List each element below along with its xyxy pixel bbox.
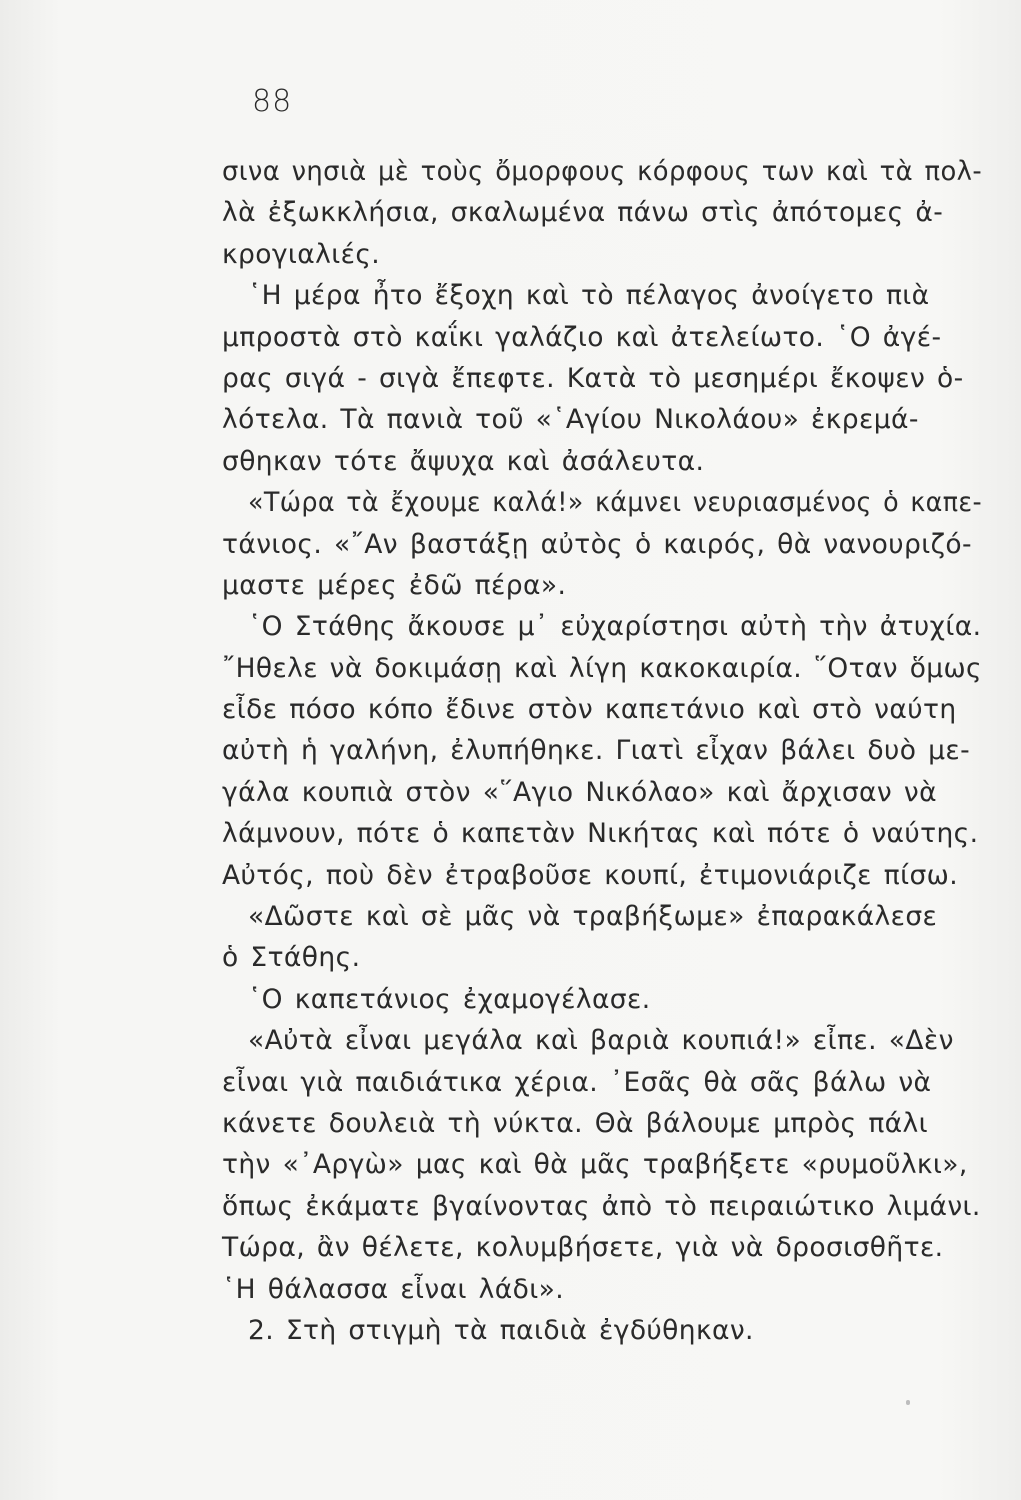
text-line: αὐτὴ ἡ γαλήνη, ἐλυπήθηκε. Γιατὶ εἶχαν βάλει δυὸ με- bbox=[222, 735, 971, 767]
text-line: ὅπως ἐκάματε βγαίνοντας ἀπὸ τὸ πειραιώτικο λιμάνι. bbox=[222, 1190, 981, 1222]
text-line: ῾Ο καπετάνιος ἐχαμογέλασε. bbox=[248, 983, 651, 1015]
text-line: τὴν «᾿Αργὼ» μας καὶ θὰ μᾶς τραβήξετε «ρυμοῦλκι», bbox=[222, 1149, 968, 1181]
text-line: ῾Ο Στάθης ἄκουσε μ᾿ εὐχαρίστησι αὐτὴ τὴν ἀτυχία. bbox=[248, 611, 982, 643]
body-text bbox=[222, 151, 982, 1351]
text-line: τάνιος. «῎Αν βαστάξῃ αὐτὸς ὁ καιρός, θὰ νανουριζό- bbox=[222, 528, 972, 560]
text-line: εἶναι γιὰ παιδιάτικα χέρια. ᾿Εσᾶς θὰ σᾶς βάλω νὰ bbox=[222, 1066, 932, 1098]
text-line: Τώρα, ἂν θέλετε, κολυμβήσετε, γιὰ νὰ δροσισθῆτε. bbox=[222, 1232, 944, 1264]
text-line: «Αὐτὰ εἶναι μεγάλα καὶ βαριὰ κουπιά!» εἶπε. «Δὲν bbox=[248, 1025, 954, 1057]
text-line: σθηκαν τότε ἄψυχα καὶ ἀσάλευτα. bbox=[222, 445, 705, 477]
text-line: λότελα. Τὰ πανιὰ τοῦ «῾Αγίου Νικολάου» ἐκρεμά- bbox=[222, 404, 919, 436]
text-line: «Δῶστε καὶ σὲ μᾶς νὰ τραβήξωμε» ἐπαρακάλεσε bbox=[248, 901, 938, 933]
text-line: Αὐτός, ποὺ δὲν ἐτραβοῦσε κουπί, ἐτιμονιάριζε πίσω. bbox=[222, 859, 959, 891]
text-line: ρας σιγά - σιγὰ ἔπεφτε. Κατὰ τὸ μεσημέρι ἔκοψεν ὁ- bbox=[222, 362, 964, 394]
text-line: γάλα κουπιὰ στὸν «῞Αγιο Νικόλαο» καὶ ἄρχισαν νὰ bbox=[222, 776, 937, 808]
page-number: 88 bbox=[252, 84, 293, 119]
text-line: μαστε μέρες ἐδῶ πέρα». bbox=[222, 569, 567, 601]
text-line: μπροστὰ στὸ καΐκι γαλάζιο καὶ ἀτελείωτο. ῾Ο ἀγέ- bbox=[222, 321, 942, 353]
text-line: κάνετε δουλειὰ τὴ νύκτα. Θὰ βάλουμε μπρὸς πάλι bbox=[222, 1107, 929, 1139]
text-line: ῾Η θάλασσα εἶναι λάδι». bbox=[222, 1273, 565, 1305]
paper-speck bbox=[906, 1400, 910, 1405]
text-line: 2. Στὴ στιγμὴ τὰ παιδιὰ ἐγδύθηκαν. bbox=[248, 1314, 754, 1346]
text-line: ῾Η μέρα ἦτο ἔξοχη καὶ τὸ πέλαγος ἀνοίγετο πιὰ bbox=[248, 280, 930, 312]
text-line: λάμνουν, πότε ὁ καπετὰν Νικήτας καὶ πότε ὁ ναύτης. bbox=[222, 818, 979, 850]
text-line: ὁ Στάθης. bbox=[222, 942, 361, 974]
text-line: σινα νησιὰ μὲ τοὺς ὄμορφους κόρφους των καὶ τὰ πολ- bbox=[222, 156, 983, 187]
text-line: κρογιαλιές. bbox=[222, 238, 381, 270]
text-line: «Τώρα τὰ ἔχουμε καλά!» κάμνει νευριασμένος ὁ καπε- bbox=[248, 487, 983, 519]
text-line: εἶδε πόσο κόπο ἔδινε στὸν καπετάνιο καὶ στὸ ναύτη bbox=[222, 694, 957, 726]
text-line: ῎Ηθελε νὰ δοκιμάσῃ καὶ λίγη κακοκαιρία. ῞Οταν ὅμως bbox=[222, 652, 982, 684]
text-line: λὰ ἐξωκκλήσια, σκαλωμένα πάνω στὶς ἀπότομες ἀ- bbox=[222, 197, 944, 229]
